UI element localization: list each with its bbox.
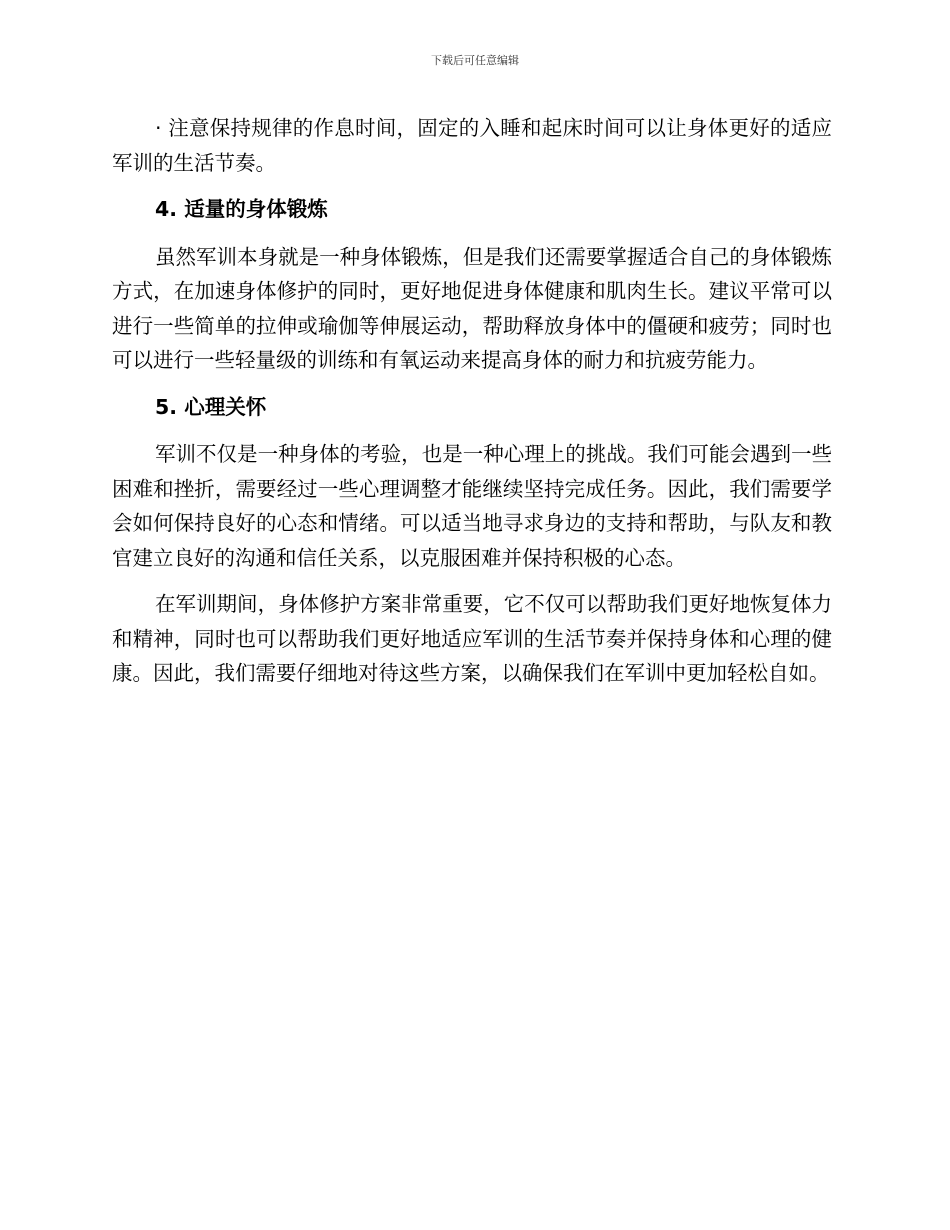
document-body xyxy=(112,111,832,691)
paragraph-mental-care: 军训不仅是一种身体的考验，也是一种心理上的挑战。我们可能会遇到一些困难和挫折，需要经过一些心理调整才能继续坚持完成任务。因此，我们需要学会如何保持良好的心态和情绪。可以适当地寻求身边的支持和帮助，与队友和教官建立良好的沟通和信任关系，以克服困难并保持积极的心态。 xyxy=(112,442,832,570)
section-heading-mental-care: 5. 心理关怀 xyxy=(155,394,267,419)
paragraph-sleep-schedule: · 注意保持规律的作息时间，固定的入睡和起床时间可以让身体更好的适应军训的生活节奏。 xyxy=(112,116,832,175)
paragraph-exercise: 虽然军训本身就是一种身体锻炼，但是我们还需要掌握适合自己的身体锻炼方式，在加速身体修护的同时，更好地促进身体健康和肌肉生长。建议平常可以进行一些简单的拉伸或瑜伽等伸展运动，帮助释放身体中的僵硬和疲劳；同时也可以进行一些轻量级的训练和有氧运动来提高身体的耐力和抗疲劳能力。 xyxy=(112,244,832,372)
paragraph-conclusion: 在军训期间，身体修护方案非常重要，它不仅可以帮助我们更好地恢复体力和精神，同时也可以帮助我们更好地适应军训的生活节奏并保持身体和心理的健康。因此，我们需要仔细地对待这些方案，以确保我们在军训中更加轻松自如。 xyxy=(112,592,832,685)
section-heading-exercise: 4. 适量的身体锻炼 xyxy=(155,197,328,221)
page-header-note: 下载后可任意编辑 xyxy=(431,54,519,67)
